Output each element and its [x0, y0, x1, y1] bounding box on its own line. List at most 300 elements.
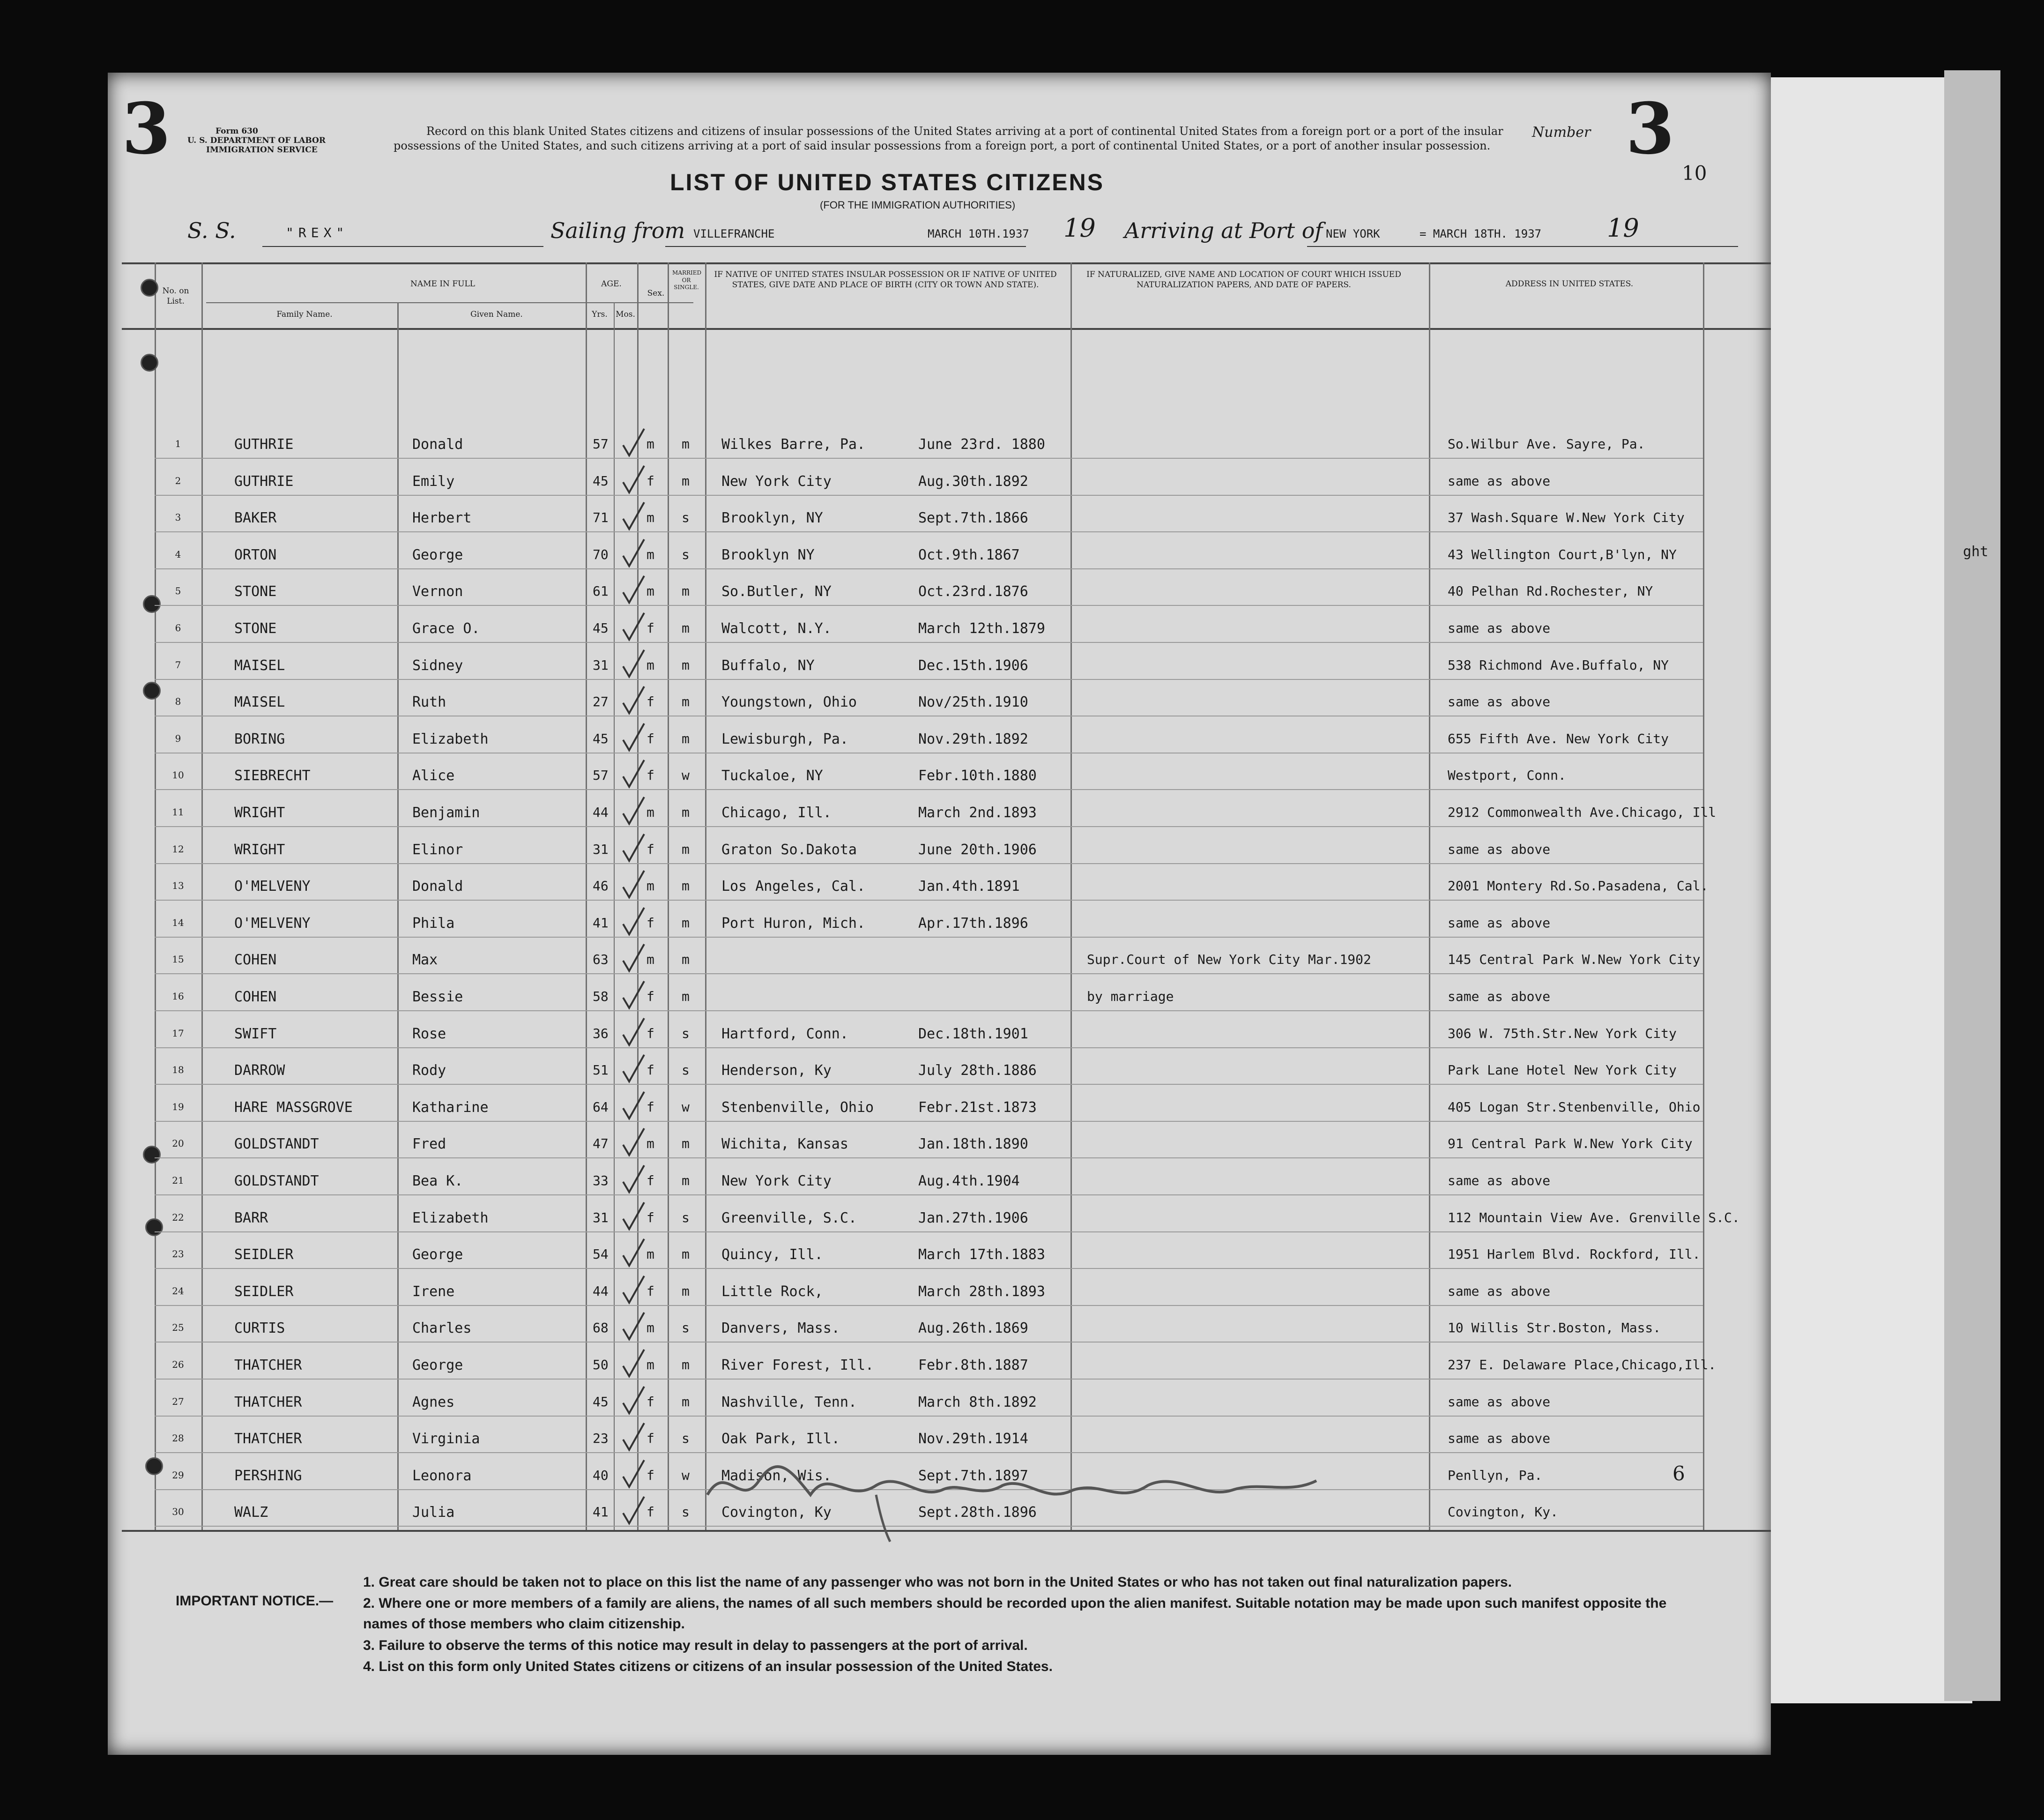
cell-date: Oct.9th.1867	[918, 546, 1020, 563]
cell-address: 40 Pelhan Rd.Rochester, NY	[1448, 583, 1653, 599]
cell-date: Jan.4th.1891	[918, 878, 1020, 895]
row-rule	[155, 1231, 1703, 1232]
check-mark	[621, 942, 649, 975]
cell-given: Leonora	[412, 1467, 472, 1484]
cell-address: 237 E. Delaware Place,Chicago,Ill.	[1448, 1357, 1717, 1372]
cell-sex: f	[647, 1062, 654, 1078]
row-number: 17	[172, 1027, 184, 1039]
page-number-left: 3	[122, 88, 171, 170]
cell-sex: m	[647, 546, 654, 562]
cell-given: Virginia	[412, 1431, 480, 1447]
cell-date: March 12th.1879	[918, 620, 1045, 637]
cell-place: Greenville, S.C.	[721, 1209, 857, 1226]
row-rule	[155, 1084, 1703, 1085]
cell-age: 36	[593, 1025, 609, 1041]
cell-address: 37 Wash.Square W.New York City	[1448, 510, 1685, 526]
row-number: 24	[172, 1285, 184, 1297]
row-number: 16	[172, 991, 184, 1002]
check-mark	[621, 426, 649, 459]
cell-given: Benjamin	[412, 805, 480, 821]
cell-ms: m	[682, 915, 690, 931]
cell-date: Jan.27th.1906	[918, 1209, 1028, 1226]
cell-given: Elizabeth	[412, 1209, 489, 1226]
cell-given: Charles	[412, 1320, 472, 1337]
col-divider	[201, 262, 203, 1530]
notice-item-4: 4. List on this form only United States citizens or citizens of an insular possession of the United States.	[363, 1659, 1053, 1674]
punch-hole	[141, 354, 158, 372]
check-mark	[621, 795, 649, 828]
cell-place: Graton So.Dakota	[721, 841, 857, 858]
cell-sex: f	[647, 1173, 654, 1188]
cell-age: 31	[593, 1209, 609, 1225]
cell-family: GOLDSTANDT	[234, 1173, 319, 1189]
check-mark	[621, 979, 649, 1012]
check-mark	[621, 758, 649, 791]
cell-date: Aug.26th.1869	[918, 1320, 1028, 1337]
cell-date: March 28th.1893	[918, 1283, 1045, 1300]
check-mark	[621, 1126, 649, 1159]
cell-age: 45	[593, 1394, 609, 1410]
cell-date: Febr.8th.1887	[918, 1357, 1028, 1373]
check-mark	[621, 721, 649, 754]
cell-ms: s	[682, 1504, 690, 1520]
cell-age: 57	[593, 768, 609, 783]
cell-sex: f	[647, 989, 654, 1004]
cell-family: BARR	[234, 1209, 268, 1226]
cell-date: Jan.18th.1890	[918, 1136, 1028, 1153]
cell-family: WRIGHT	[234, 805, 285, 821]
punch-hole	[145, 1457, 163, 1475]
col-mos: Mos.	[616, 310, 635, 319]
check-mark	[621, 1163, 649, 1196]
cell-date: Dec.18th.1901	[918, 1025, 1028, 1042]
cell-address: 405 Logan Str.Stenbenville, Ohio	[1448, 1099, 1701, 1115]
cell-address: 655 Fifth Ave. New York City	[1448, 731, 1669, 746]
cell-sex: m	[647, 510, 654, 526]
cell-given: Herbert	[412, 510, 472, 527]
check-mark	[621, 537, 649, 570]
cell-age: 45	[593, 620, 609, 636]
cell-sex: f	[647, 731, 654, 746]
row-number: 2	[175, 475, 181, 486]
row-number: 9	[175, 732, 181, 744]
row-rule	[155, 1157, 1703, 1158]
cell-age: 31	[593, 841, 609, 857]
cell-family: WALZ	[234, 1504, 268, 1521]
check-mark	[621, 500, 649, 533]
cell-age: 61	[593, 583, 609, 599]
form-sheet	[108, 73, 1771, 1755]
name-header-rule	[206, 302, 693, 303]
cell-family: STONE	[234, 583, 277, 600]
cell-given: Irene	[412, 1283, 455, 1300]
cell-age: 57	[593, 436, 609, 452]
cell-sex: m	[647, 1357, 654, 1372]
cell-place: Hartford, Conn.	[721, 1025, 848, 1042]
cell-family: O'MELVENY	[234, 878, 311, 895]
cell-age: 41	[593, 1504, 609, 1520]
cell-place: Quincy, Ill.	[721, 1246, 823, 1263]
cell-address: 1951 Harlem Blvd. Rockford, Ill.	[1448, 1246, 1701, 1262]
cell-family: WRIGHT	[234, 841, 285, 858]
row-rule	[155, 495, 1703, 496]
cell-address: So.Wilbur Ave. Sayre, Pa.	[1448, 436, 1645, 452]
cell-ms: m	[682, 436, 690, 452]
row-rule	[155, 863, 1703, 864]
cell-age: 44	[593, 805, 609, 820]
row-number: 10	[172, 769, 184, 781]
cell-family: GUTHRIE	[234, 473, 294, 490]
cell-sex: f	[647, 620, 654, 636]
col-address: ADDRESS IN UNITED STATES.	[1505, 279, 1634, 289]
cell-ms: m	[682, 952, 690, 968]
cell-place: Lewisburgh, Pa.	[721, 731, 848, 747]
cell-place: Oak Park, Ill.	[721, 1431, 840, 1447]
cell-place: Henderson, Ky	[721, 1062, 832, 1079]
cell-ms: s	[682, 546, 690, 562]
cell-address: same as above	[1448, 1173, 1551, 1188]
col-no: No. on List.	[162, 286, 189, 306]
arrival-date: = MARCH 18TH. 1937	[1420, 227, 1542, 240]
cell-given: Katharine	[412, 1099, 489, 1116]
cell-given: George	[412, 546, 463, 563]
cell-date: March 2nd.1893	[918, 805, 1037, 821]
cell-place: Wilkes Barre, Pa.	[721, 436, 866, 453]
cell-date: Febr.21st.1873	[918, 1099, 1037, 1116]
row-rule	[155, 1121, 1703, 1122]
col-given-name: Given Name.	[470, 310, 523, 319]
check-mark	[621, 1016, 649, 1049]
cell-nat: Supr.Court of New York City Mar.1902	[1087, 952, 1371, 968]
cell-date: March 8th.1892	[918, 1394, 1037, 1410]
document-title: LIST OF UNITED STATES CITIZENS	[670, 169, 1105, 195]
cell-address: 10 Willis Str.Boston, Mass.	[1448, 1320, 1661, 1336]
check-mark	[621, 684, 649, 717]
cell-family: COHEN	[234, 952, 277, 969]
underlying-page	[1752, 77, 1972, 1703]
check-mark	[621, 1494, 649, 1527]
cell-sex: f	[647, 841, 654, 857]
cell-ms: m	[682, 1357, 690, 1372]
cell-age: 46	[593, 878, 609, 894]
ss-label: S. S.	[187, 218, 236, 243]
row-number: 13	[172, 880, 184, 892]
check-mark	[621, 1052, 649, 1085]
cell-date: Nov.29th.1892	[918, 731, 1028, 747]
cell-given: Elizabeth	[412, 731, 489, 747]
cell-given: Rody	[412, 1062, 446, 1079]
cell-date: Dec.15th.1906	[918, 657, 1028, 674]
row-rule	[155, 789, 1703, 790]
cell-given: Bessie	[412, 989, 463, 1005]
col-divider	[668, 262, 669, 1530]
cell-given: George	[412, 1246, 463, 1263]
cell-ms: w	[682, 1099, 690, 1115]
cell-date: Sept.28th.1896	[918, 1504, 1037, 1521]
cell-sex: f	[647, 1504, 654, 1520]
col-family-name: Family Name.	[276, 310, 333, 319]
arriving-label: Arriving at Port of	[1124, 218, 1323, 243]
cell-date: Apr.17th.1896	[918, 915, 1028, 932]
row-rule	[155, 605, 1703, 606]
row-rule	[155, 1268, 1703, 1269]
cell-sex: m	[647, 436, 654, 452]
cell-age: 23	[593, 1431, 609, 1447]
check-mark	[621, 463, 649, 496]
cell-given: Donald	[412, 436, 463, 453]
cell-address: 145 Central Park W.New York City	[1448, 952, 1701, 968]
cell-ms: w	[682, 768, 690, 783]
cell-family: SIEBRECHT	[234, 768, 311, 784]
cell-place: Danvers, Mass.	[721, 1320, 840, 1337]
row-rule	[155, 1194, 1703, 1195]
cell-date: March 17th.1883	[918, 1246, 1045, 1263]
cell-age: 64	[593, 1099, 609, 1115]
sailing-underline	[665, 246, 1026, 247]
cell-age: 45	[593, 473, 609, 489]
cell-date: Aug.30th.1892	[918, 473, 1028, 490]
department: U. S. DEPARTMENT OF LABOR	[187, 136, 326, 145]
header-bottom-rule	[122, 328, 1771, 330]
row-number: 8	[175, 696, 181, 708]
service: IMMIGRATION SERVICE	[206, 145, 318, 155]
cell-ms: m	[682, 878, 690, 894]
col-married: MARRIED OR SINGLE.	[672, 269, 702, 291]
cell-age: 47	[593, 1136, 609, 1152]
cell-address: same as above	[1448, 989, 1551, 1004]
cell-place: Nashville, Tenn.	[721, 1394, 857, 1410]
cell-family: THATCHER	[234, 1357, 302, 1373]
cell-address: same as above	[1448, 1394, 1551, 1410]
row-rule	[155, 679, 1703, 680]
cell-given: Bea K.	[412, 1173, 463, 1189]
cell-age: 33	[593, 1173, 609, 1188]
cell-age: 45	[593, 731, 609, 746]
col-yrs: Yrs.	[592, 310, 608, 319]
side-fragment: ght	[1963, 544, 1989, 560]
cell-address: 2001 Montery Rd.So.Pasadena, Cal.	[1448, 878, 1709, 894]
cell-ms: s	[682, 510, 690, 526]
cell-sex: f	[647, 1099, 654, 1115]
cell-place: Stenbenville, Ohio	[721, 1099, 874, 1116]
cell-date: Nov.29th.1914	[918, 1431, 1028, 1447]
cell-age: 70	[593, 546, 609, 562]
cell-ms: m	[682, 694, 690, 710]
row-number: 11	[172, 806, 184, 818]
check-mark	[621, 905, 649, 938]
col-name-in-full: NAME IN FULL	[410, 279, 476, 289]
check-mark	[621, 574, 649, 606]
signature	[698, 1453, 1401, 1546]
cell-nat: by marriage	[1087, 989, 1174, 1004]
row-number: 29	[172, 1469, 184, 1481]
row-number: 14	[172, 917, 184, 928]
cell-ms: m	[682, 841, 690, 857]
cell-ms: m	[682, 805, 690, 820]
cell-ms: s	[682, 1320, 690, 1336]
row-rule	[155, 937, 1703, 938]
cell-place: Madison, Wis.	[721, 1467, 832, 1484]
col-birth: IF NATIVE OF UNITED STATES INSULAR POSSESSION OR IF NATIVE OF UNITED STATES, GIVE DATE AND PLACE OF BIRTH (CITY OR TOWN AND STATE).	[714, 270, 1057, 290]
col-divider	[586, 262, 587, 1530]
cell-ms: w	[682, 1467, 690, 1483]
cell-family: THATCHER	[234, 1394, 302, 1410]
cell-family: GUTHRIE	[234, 436, 294, 453]
instruction-text: Record on this blank United States citizens and citizens of insular possessions of the United States arriving at a port of continental United States from a foreign port or a port of the insular possessions of the United States, and such citizens arriving at a port of said insular possessions from a foreign port, a port of continental United States, or a port of another insular possession.	[394, 125, 1503, 153]
check-mark	[621, 1347, 649, 1380]
cell-sex: m	[647, 583, 654, 599]
cell-given: George	[412, 1357, 463, 1373]
row-rule	[155, 1342, 1703, 1343]
cell-sex: f	[647, 1467, 654, 1483]
cell-family: SEIDLER	[234, 1246, 294, 1263]
cell-date: July 28th.1886	[918, 1062, 1037, 1079]
cell-family: DARROW	[234, 1062, 285, 1079]
cell-address: 112 Mountain View Ave. Grenville S.C.	[1448, 1209, 1740, 1225]
row-number: 19	[172, 1101, 184, 1112]
cell-date: Aug.4th.1904	[918, 1173, 1020, 1189]
cell-date: Sept.7th.1897	[918, 1467, 1028, 1484]
row-number: 4	[175, 548, 181, 560]
cell-ms: s	[682, 1431, 690, 1447]
check-mark	[621, 1089, 649, 1122]
cell-place: So.Butler, NY	[721, 583, 832, 600]
cell-ms: m	[682, 620, 690, 636]
underlying-page-edge	[1944, 70, 2000, 1701]
punch-hole	[143, 682, 161, 700]
row-number: 3	[175, 512, 181, 523]
col-sex: Sex.	[647, 289, 665, 298]
row-rule	[155, 1379, 1703, 1380]
check-mark	[621, 1200, 649, 1233]
cell-sex: f	[647, 473, 654, 489]
row-rule	[155, 531, 1703, 532]
cell-place: Walcott, N.Y.	[721, 620, 832, 637]
notice-item-1: 1. Great care should be taken not to place on this list the name of any passenger who was not born in the United States or who has not taken out final naturalization papers.	[363, 1574, 1512, 1590]
arrival-port: NEW YORK	[1326, 227, 1380, 240]
check-mark	[621, 1310, 649, 1343]
document-subtitle: (FOR THE IMMIGRATION AUTHORITIES)	[820, 199, 1016, 211]
row-rule	[155, 568, 1703, 569]
cell-family: BAKER	[234, 510, 277, 527]
cell-address: 91 Central Park W.New York City	[1448, 1136, 1693, 1152]
row-number: 18	[172, 1064, 184, 1076]
cell-place: New York City	[721, 1173, 832, 1189]
row-number: 25	[172, 1322, 184, 1334]
cell-ms: m	[682, 1246, 690, 1262]
arrival-year-suffix: 19	[1607, 213, 1639, 243]
row-rule	[155, 1047, 1703, 1048]
row-number: 20	[172, 1138, 184, 1149]
cell-ms: m	[682, 657, 690, 673]
row-rule	[155, 1010, 1703, 1011]
cell-ms: m	[682, 583, 690, 599]
cell-given: Alice	[412, 768, 455, 784]
cell-age: 44	[593, 1283, 609, 1299]
cell-address: same as above	[1448, 473, 1551, 489]
cell-place: Brooklyn, NY	[721, 510, 823, 527]
cell-place: River Forest, Ill.	[721, 1357, 874, 1373]
ship-underline	[262, 246, 543, 247]
sailing-port: VILLEFRANCHE	[693, 227, 775, 240]
cell-sex: f	[647, 768, 654, 783]
check-mark	[621, 1458, 649, 1491]
cell-place: Little Rock,	[721, 1283, 823, 1300]
cell-family: SWIFT	[234, 1025, 277, 1042]
cell-age: 27	[593, 694, 609, 710]
cell-place: Port Huron, Mich.	[721, 915, 866, 932]
cell-given: Julia	[412, 1504, 455, 1521]
check-mark	[621, 1237, 649, 1269]
cell-age: 58	[593, 989, 609, 1004]
row-rule	[155, 973, 1703, 974]
col-divider	[1070, 262, 1072, 1530]
cell-age: 50	[593, 1357, 609, 1372]
row-rule	[155, 458, 1703, 459]
notice-heading: IMPORTANT NOTICE.—	[176, 1593, 334, 1609]
row-number: 7	[175, 659, 181, 671]
cell-sex: f	[647, 915, 654, 931]
cell-ms: m	[682, 1394, 690, 1410]
cell-address: same as above	[1448, 1431, 1551, 1447]
cell-family: HARE MASSGROVE	[234, 1099, 353, 1116]
table-top-rule	[122, 262, 1771, 264]
ship-name: "REX"	[286, 225, 349, 240]
row-rule	[155, 826, 1703, 827]
cell-age: 71	[593, 510, 609, 526]
cell-date: Febr.10th.1880	[918, 768, 1037, 784]
cell-sex: m	[647, 1320, 654, 1336]
cell-family: MAISEL	[234, 657, 285, 674]
cell-family: COHEN	[234, 989, 277, 1005]
cell-given: Phila	[412, 915, 455, 932]
cell-family: CURTIS	[234, 1320, 285, 1337]
cell-family: STONE	[234, 620, 277, 637]
row-number: 27	[172, 1395, 184, 1407]
check-mark	[621, 1274, 649, 1306]
row-number: 1	[175, 438, 181, 449]
sheet-number: 10	[1682, 162, 1707, 185]
form-number: Form 630	[216, 127, 258, 136]
row-number: 21	[172, 1175, 184, 1186]
cell-sex: m	[647, 952, 654, 968]
row-number: 6	[175, 622, 181, 634]
cell-address: 43 Wellington Court,B'lyn, NY	[1448, 546, 1677, 562]
cell-sex: f	[647, 1025, 654, 1041]
cell-sex: m	[647, 878, 654, 894]
check-mark	[621, 1421, 649, 1454]
cell-ms: s	[682, 1209, 690, 1225]
cell-address: Covington, Ky.	[1448, 1504, 1559, 1520]
check-mark	[621, 611, 649, 643]
row-number: 12	[172, 843, 184, 855]
cell-date: June 23rd. 1880	[918, 436, 1045, 453]
page-mark: 6	[1672, 1462, 1685, 1485]
cell-ms: m	[682, 1136, 690, 1152]
cell-address: Penllyn, Pa.	[1448, 1467, 1543, 1483]
cell-sex: m	[647, 1246, 654, 1262]
cell-family: THATCHER	[234, 1431, 302, 1447]
row-rule	[155, 642, 1703, 643]
row-number: 28	[172, 1432, 184, 1444]
cell-ms: m	[682, 989, 690, 1004]
punch-hole	[141, 279, 158, 297]
cell-sex: m	[647, 657, 654, 673]
cell-given: Ruth	[412, 694, 446, 711]
sailing-date: MARCH 10TH.1937	[928, 227, 1029, 240]
cell-sex: f	[647, 1283, 654, 1299]
cell-ms: s	[682, 1062, 690, 1078]
